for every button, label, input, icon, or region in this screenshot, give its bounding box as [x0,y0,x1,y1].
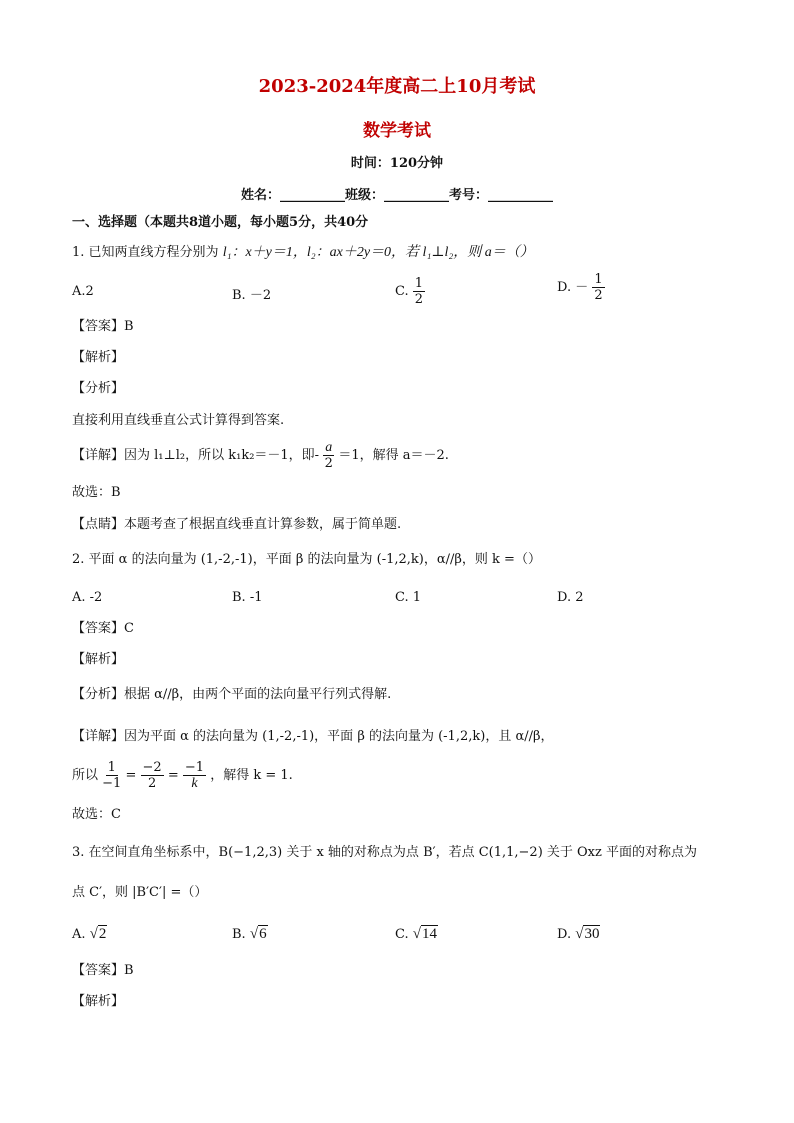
q1-option-a: A.2 [72,284,94,299]
q2-analysis: 【解析】 [72,652,125,667]
q2-option-d: D. 2 [557,590,584,605]
section-heading: 一、选择题（本题共8道小题，每小题5分，共40分 [72,215,369,230]
q1-dianjing: 【点睛】本题考查了根据直线垂直计算参数，属于简单题. [72,517,402,532]
q1-answer: 【答案】B [72,319,134,334]
q2-so: 所以 $\frac{1}{-1}$ = $\frac{-2}{2}$ = $\frac{-1}{k}$ ，解得 k = 1. [72,760,293,791]
q1-choose: 故选：B [72,485,121,500]
q1-option-d: D. － $\frac{1}{2}$ [557,272,603,303]
exam-time: 时间：120分钟 [350,156,444,171]
subject-title: 数学考试 [363,121,431,141]
question-3-stem-line2: 点 C′，则 |B′C′| =（） [72,885,208,900]
q1-detail: 【详解】因为 l₁⊥l₂，所以 k₁k₂＝－1，即- $\frac{a}{2}$ ＝1，解得 a＝－2. [72,440,449,471]
exam-title: 2023-2024年度高二上10月考试 [258,76,536,97]
q3-option-a: A. √2 [72,926,107,942]
question-3-stem-line1: 3. 在空间直角坐标系中，B(−1,2,3) 关于 x 轴的对称点为点 B′，若点 C(1,1,−2) 关于 Oxz 平面的对称点为 [72,845,697,860]
question-1-prefix: 1. 已知两直线方程分别为 [72,245,219,260]
q2-option-c: C. 1 [395,590,422,605]
q2-detail: 【详解】因为平面 α 的法向量为 (1,-2,-1)，平面 β 的法向量为 (-1,2,k)，且 α//β， [72,729,554,744]
q3-answer: 【答案】B [72,963,134,978]
q2-option-b: B. -1 [232,590,263,605]
q2-answer: 【答案】C [72,621,134,636]
q1-fenxi-text: 直接利用直线垂直公式计算得到答案. [72,413,285,428]
question-2-stem: 2. 平面 α 的法向量为 (1,-2,-1)，平面 β 的法向量为 (-1,2,k)，α//β，则 k =（） [72,552,541,567]
q1-option-c-fraction: $\frac{1}{2}$ [414,276,424,307]
q1-option-b: B. －2 [232,288,272,303]
q1-option-d-fraction: $\frac{1}{2}$ [594,272,603,303]
q2-fenxi: 【分析】根据 α//β，由两个平面的法向量平行列式得解. [72,687,392,702]
q3-option-c: C. √14 [395,926,437,942]
question-1-stem [72,244,534,262]
q2-option-a: A. -2 [72,590,103,605]
student-info: 姓名：__________班级：__________考号：__________ [240,188,553,203]
q1-fenxi: 【分析】 [72,381,125,396]
q3-analysis: 【解析】 [72,994,125,1009]
q3-option-d: D. √30 [557,926,600,942]
q1-analysis: 【解析】 [72,350,125,365]
question-1-math: l₁：x＋y＝1，l₂：ax＋2y＝0，若 l₁⊥l₂，则 a＝（） [222,245,534,260]
q3-option-b: B. √6 [232,926,267,942]
q1-option-c: C. $\frac{1}{2}$ [395,276,424,307]
q2-choose: 故选：C [72,807,121,822]
